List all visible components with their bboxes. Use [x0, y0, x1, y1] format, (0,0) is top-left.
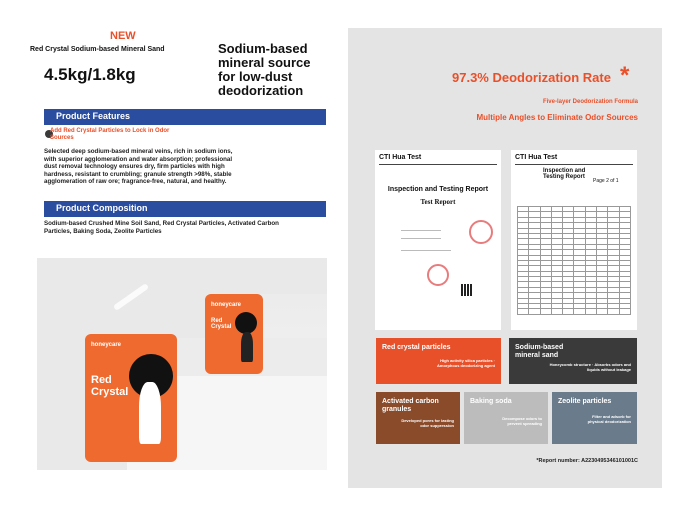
- tile-desc: Honeycomb structure · Absorbs odors and liquids without leakage: [549, 362, 631, 372]
- results-table: [517, 206, 631, 315]
- test-report-table: [511, 150, 637, 330]
- composition-bar: Product Composition: [44, 201, 326, 217]
- cert2-header: CTI Hua Test: [515, 154, 558, 161]
- tile-title: Activated carbon granules: [382, 398, 439, 413]
- product-name: Red Crystal Sodium-based Mineral Sand: [30, 46, 165, 53]
- cert-line: [401, 230, 441, 231]
- asterisk-icon: *: [620, 62, 630, 89]
- tile-desc: High activity silica particles · Amorphous deodorizing agent: [437, 358, 495, 368]
- big-bag: [85, 334, 177, 462]
- cert-seal: [427, 264, 449, 286]
- tile-activated-carbon: [376, 392, 460, 444]
- features-bar: Product Features: [44, 109, 326, 125]
- report-number: *Report number: A2230495346101001C: [536, 458, 638, 464]
- cert-subtitle: Test Report: [420, 198, 456, 206]
- tile-baking-soda: [464, 392, 548, 444]
- test-report-cover: [375, 150, 501, 330]
- cert-header: CTI Hua Test: [379, 154, 422, 161]
- left-page: [0, 0, 348, 516]
- cert-divider: [379, 164, 497, 165]
- scoop-icon: [113, 283, 149, 311]
- big-bag-label: Red Crystal: [91, 374, 129, 398]
- cert-title: Inspection and Testing Report: [387, 186, 489, 193]
- tile-desc: Developed pores for lasting odor suppression: [401, 418, 454, 428]
- tile-title: Sodium-based mineral sand: [515, 344, 564, 359]
- right-page: [348, 28, 662, 488]
- tile-red-crystal: [376, 338, 501, 384]
- product-weight: 4.5kg/1.8kg: [44, 65, 136, 84]
- cert-line: [401, 250, 451, 251]
- cert2-divider: [515, 164, 633, 165]
- qr-code-icon: [461, 284, 473, 296]
- tile-zeolite: [552, 392, 637, 444]
- small-bag: [205, 294, 263, 374]
- headline: Sodium-based mineral source for low-dust deodorization: [218, 41, 311, 98]
- features-subtitle: Add Red Crystal Particles to Lock in Odor Sources: [50, 128, 170, 141]
- small-cat-icon: [241, 332, 253, 362]
- composition-body: Sodium-based Crushed Mine Soil Sand, Red Crystal Particles, Activated Carbon Particles, Baking Soda, Zeolite Particles: [44, 220, 279, 235]
- product-photo: [37, 258, 327, 470]
- tile-sodium-sand: [509, 338, 637, 384]
- cert-line: [401, 238, 441, 239]
- small-bag-label: Red Crystal: [211, 318, 232, 330]
- angles-subtitle: Multiple Angles to Eliminate Odor Sources: [476, 113, 638, 122]
- cert2-page: Page 2 of 1: [593, 178, 619, 184]
- features-body: Selected deep sodium-based mineral veins, rich in sodium ions, with superior agglomeration and water absorption; professional dust removal technology ensures dry, firm particles with high hardness, resistant to crumbling; granule strength >98%, stable agglomeration of raw ore; fragrance-free, natural, and healthy.: [44, 148, 233, 186]
- tile-title: Zeolite particles: [558, 398, 612, 405]
- small-bag-circle: [235, 312, 257, 334]
- tile-title: Baking soda: [470, 398, 512, 405]
- tile-desc: Decompose odors to prevent spreading: [502, 416, 542, 426]
- small-bag-brand: honeycare: [211, 302, 242, 308]
- new-label: NEW: [110, 30, 136, 42]
- formula-subtitle: Five-layer Deodorization Formula: [542, 99, 638, 105]
- big-cat-icon: [139, 382, 161, 444]
- cert2-title: Inspection and Testing Report: [543, 168, 586, 180]
- deodorization-rate: 97.3% Deodorization Rate: [452, 70, 611, 85]
- tile-desc: Filter and adsorb for physical deodorization: [587, 414, 631, 424]
- cert-stamp: [469, 220, 493, 244]
- big-bag-brand: honeycare: [91, 342, 122, 348]
- tile-title: Red crystal particles: [382, 344, 451, 351]
